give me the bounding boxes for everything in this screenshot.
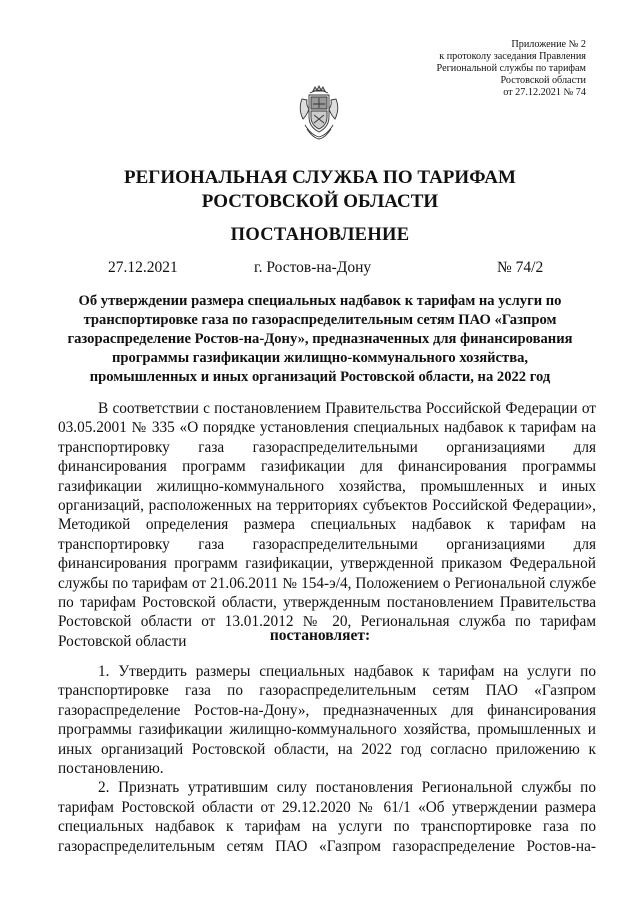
preamble-line: финансирования программ газификации, утвержденной приказом Федеральной xyxy=(58,555,596,573)
item-line: транспортировке газа по газораспределительным сетям ПАО «Газпром xyxy=(58,682,596,700)
item-line: 1. Утвердить размеры специальных надбавок к тарифам на услуги по xyxy=(98,663,596,680)
preamble-line: транспортировку газа газораспределительными организациями для xyxy=(58,535,596,553)
document-date: 27.12.2021 xyxy=(108,259,178,276)
document-subject xyxy=(56,292,584,387)
preamble-line: организаций, расположенных на территориях субъектов Российской Федерации», xyxy=(58,497,596,515)
subject-line: газораспределение Ростов-на-Дону», предназначенных для финансирования xyxy=(67,331,573,347)
org-line: РОСТОВСКОЙ ОБЛАСТИ xyxy=(201,191,439,212)
preamble-line: газификации жилищно-коммунального хозяйства, промышленных и иных xyxy=(58,477,596,495)
document-city: г. Ростов-на-Дону xyxy=(254,259,372,276)
annex-line: Региональной службы по тарифам xyxy=(436,63,586,74)
organization-title xyxy=(0,166,640,214)
preamble-paragraph xyxy=(58,399,596,651)
preamble-line: транспортировку газа газораспределительными организациями для xyxy=(58,438,596,456)
document-number: № 74/2 xyxy=(497,259,544,276)
coat-of-arms-icon xyxy=(297,85,341,141)
preamble-line: 03.05.2001 № 335 «О порядке установления специальных надбавок к тарифам на xyxy=(58,419,596,437)
document-type: ПОСТАНОВЛЕНИЕ xyxy=(230,225,410,245)
preamble-line: финансирования программ газификации для финансирования программы xyxy=(58,458,596,476)
item-line: постановлению. xyxy=(58,760,164,778)
preamble-line: Ростовской области xyxy=(58,632,187,650)
item-line: газораспределительным сетям ПАО «Газпром газораспределение Ростов-на- xyxy=(58,837,596,855)
annex-note xyxy=(386,39,586,99)
subject-line: программы газификации жилищно-коммунального хозяйства, xyxy=(111,350,529,366)
item-line: тарифам Ростовской области от 29.12.2020 № 61/1 «Об утверждении размера xyxy=(58,798,596,816)
preamble-line: Методикой определения размера специальных надбавок к тарифам на xyxy=(58,516,596,534)
decree-items xyxy=(58,662,596,856)
item-line: специальных надбавок к тарифам на услуги по транспортировке газа по xyxy=(58,818,596,836)
subject-line: транспортировке газа по газораспределительным сетям ПАО «Газпром xyxy=(83,312,557,328)
org-line: РЕГИОНАЛЬНАЯ СЛУЖБА ПО ТАРИФАМ xyxy=(124,167,516,188)
item-line: иных организаций Ростовской области, на 2022 год согласно приложению к xyxy=(58,740,596,758)
annex-line: от 27.12.2021 № 74 xyxy=(503,87,586,98)
decree-word: постановляет: xyxy=(269,627,371,644)
preamble-line: В соответствии с постановлением Правительства Российской Федерации от xyxy=(98,400,596,417)
item-line: программы газификации жилищно-коммунального хозяйства, промышленных и xyxy=(58,721,596,739)
preamble-line: службы по тарифам от 21.06.2011 № 154-э/4, Положением о Региональной службе xyxy=(58,574,596,592)
annex-line: Ростовской области xyxy=(500,75,586,86)
item-line: газораспределение Ростов-на-Дону», предназначенных для финансирования xyxy=(58,701,596,719)
preamble-line: Ростовской области от 13.01.2012 № 20, Региональная служба по тарифам xyxy=(58,613,596,631)
subject-line: Об утверждении размера специальных надбавок к тарифам на услуги по xyxy=(78,293,562,309)
item-line: 2. Признать утратившим силу постановления Региональной службы по xyxy=(98,779,596,797)
subject-line: промышленных и иных организаций Ростовской области, на 2022 год xyxy=(89,369,551,385)
annex-line: Приложение № 2 xyxy=(511,39,586,50)
annex-line: к протоколу заседания Правления xyxy=(439,51,586,62)
preamble-line: по тарифам Ростовской области, утвержденным постановлением Правительства xyxy=(58,594,596,612)
